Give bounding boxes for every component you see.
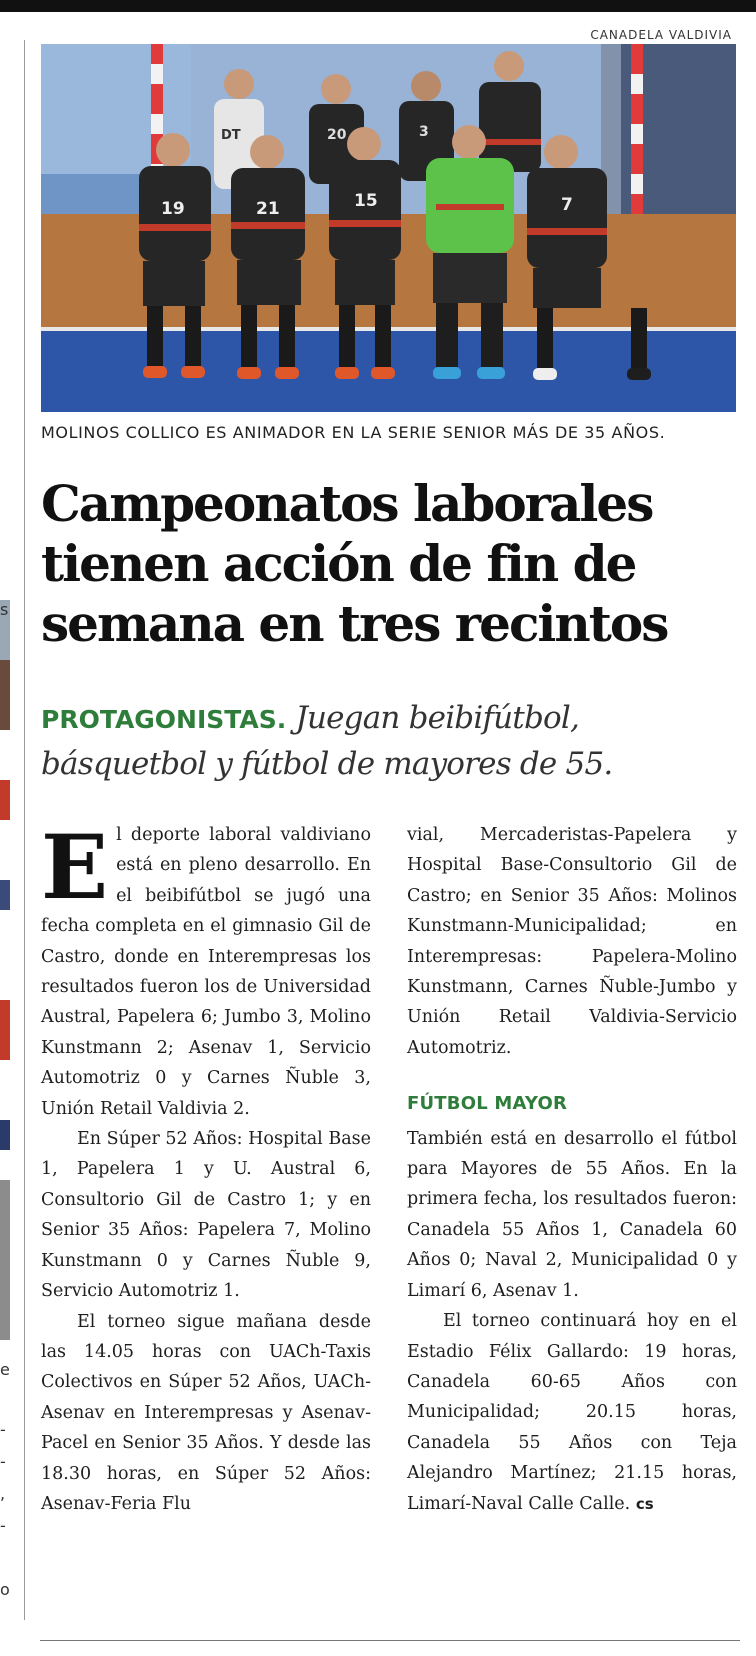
neighbor-page-edge bbox=[0, 1000, 10, 1060]
headline-line: tienen acción de fin de bbox=[41, 534, 636, 593]
jersey-number: 15 bbox=[354, 191, 378, 211]
neighbor-page-glyph: e bbox=[0, 1360, 10, 1379]
neighbor-page-glyph: s bbox=[0, 600, 9, 619]
neighbor-page-glyph: o bbox=[0, 1580, 10, 1599]
neighbor-page-glyph: - bbox=[0, 1516, 6, 1535]
article-column-1 bbox=[41, 815, 371, 1519]
team-photo bbox=[41, 44, 736, 412]
jersey-number: 21 bbox=[256, 199, 280, 219]
headline-line: semana en tres recintos bbox=[41, 594, 668, 653]
article-paragraph bbox=[41, 815, 371, 1124]
jersey-number: 7 bbox=[561, 195, 573, 215]
bottom-rule bbox=[40, 1640, 740, 1641]
article-paragraph-text: l deporte laboral valdiviano está en pleno desarrollo. En el beibifútbol se jugó una fecha completa en el gimnasio Gil de Castro, donde en Interempresas los resultados fueron los de Universidad Austral, Papelera 6; Jumbo 3, Molino Kunstmann 2; Asenav 1, Servicio Automotriz 0 y Carnes Ñuble 3, Unión Retail Valdivia 2. bbox=[41, 825, 371, 1119]
end-mark: cs bbox=[635, 1494, 654, 1513]
neighbor-page-edge bbox=[0, 1120, 10, 1150]
neighbor-page-edge bbox=[0, 1180, 10, 1340]
section-subhead: FÚTBOL MAYOR bbox=[407, 1093, 568, 1115]
headline bbox=[41, 474, 746, 654]
article-paragraph: El torneo sigue mañana desde las 14.05 horas con UACh-Taxis Colectivos en Súper 52 Años, UACh-Asenav en Interempresas y Asenav-Pacel en Senior 35 Años. Y desde las 18.30 horas, en Súper 52 Años: Asenav-Feria Flu bbox=[41, 1311, 371, 1514]
jersey-number: 3 bbox=[419, 124, 429, 140]
article-paragraph: También está en desarrollo el fútbol para Mayores de 55 Años. En la primera fecha, los resultados fueron: Canadela 55 Años 1, Canadela 60 Años 0; Naval 2, Municipalidad 0 y Limarí 6, Asenav 1. bbox=[407, 1128, 737, 1301]
photo-caption: MOLINOS COLLICO ES ANIMADOR EN LA SERIE SENIOR MÁS DE 35 AÑOS. bbox=[41, 423, 666, 442]
neighbor-page-glyph: , bbox=[0, 1484, 6, 1503]
article-paragraph bbox=[407, 1306, 737, 1519]
column-divider-left bbox=[24, 40, 25, 1620]
badge-text: DT bbox=[221, 128, 241, 143]
photo-credit: CANADELA VALDIVIA bbox=[590, 28, 732, 42]
article-paragraph-text: El torneo continuará hoy en el Estadio Félix Gallardo: 19 horas, Canadela 60-65 Años con Municipalidad; 20.15 horas, Canadela 55 Años con Teja Alejandro Martínez; 21.15 horas, Limarí-Naval Calle Calle. bbox=[407, 1311, 737, 1514]
article-column-2 bbox=[407, 820, 737, 1519]
neighbor-page-glyph: - bbox=[0, 1420, 6, 1439]
article-paragraph: En Súper 52 Años: Hospital Base 1, Papelera 1 y U. Austral 6, Consultorio Gil de Castro 1; y en Senior 35 Años: Papelera 7, Molino Kunstmann 0 y Carnes Ñuble 9, Servicio Automotriz 1. bbox=[41, 1129, 371, 1302]
neighbor-page-glyph: - bbox=[0, 1452, 6, 1471]
neighbor-page-edge bbox=[0, 780, 10, 820]
neighbor-page-edge bbox=[0, 880, 10, 910]
deck bbox=[41, 696, 746, 787]
neighbor-page-edge bbox=[0, 660, 10, 730]
headline-line: Campeonatos laborales bbox=[41, 474, 653, 533]
article-paragraph-continued: vial, Mercaderistas-Papelera y Hospital Base-Consultorio Gil de Castro; en Senior 35 Años: Molinos Kunstmann-Municipalidad; en Interempresas: Papelera-Molino Kunstmann, Carnes Ñuble-Jumbo y Unión Retail Valdivia-Servicio Automotriz. bbox=[407, 825, 737, 1058]
jersey-number: 20 bbox=[327, 127, 347, 143]
deck-line: Juegan beibifútbol, bbox=[286, 700, 580, 736]
drop-cap: E bbox=[41, 815, 109, 919]
jersey-number: 19 bbox=[161, 199, 185, 219]
team-photo-illustration bbox=[41, 44, 736, 412]
deck-line: básquetbol y fútbol de mayores de 55. bbox=[41, 746, 613, 782]
deck-kicker: PROTAGONISTAS. bbox=[41, 705, 287, 734]
top-rule bbox=[0, 0, 756, 12]
